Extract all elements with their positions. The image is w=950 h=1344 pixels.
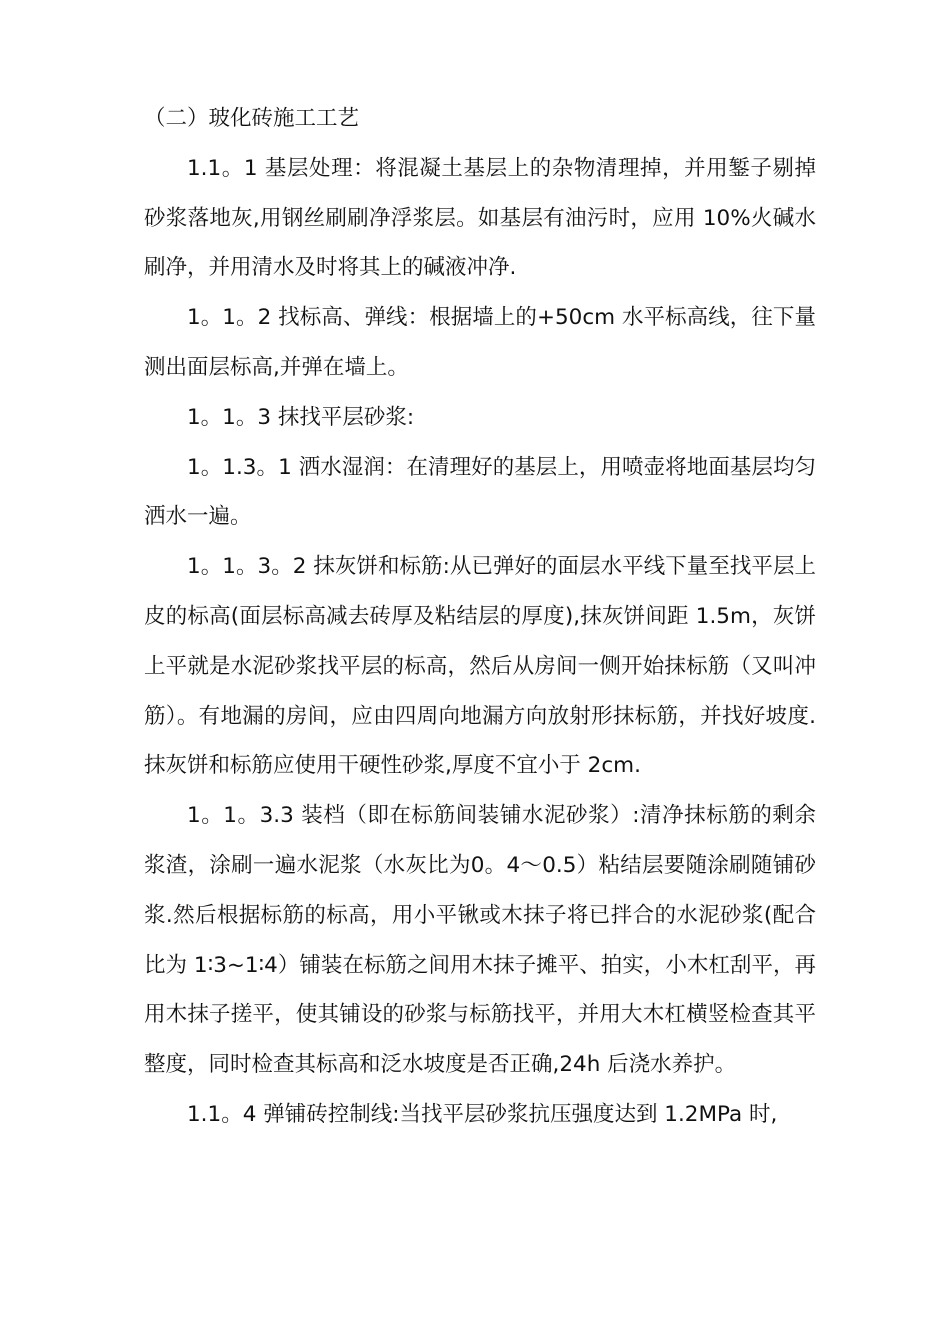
paragraph-base-treatment: 1.1。1 基层处理：将混凝土基层上的杂物清理掉，并用錾子剔掉砂浆落地灰,用钢丝刷刷净浮浆层。如基层有油污时，应用 10%火碱水刷净，并用清水及时将其上的碱液冲净. [144,155,816,281]
paragraph-screeds: 1。1。3。2 抹灰饼和标筋:从已弹好的面层水平线下量至找平层上皮的标高(面层标高减去砖厚及粘结层的厚度),抹灰饼间距 1.5m，灰饼上平就是水泥砂浆找平层的标高，然后从房间一侧开始抹标筋（又叫冲筋）。有地漏的房间，应由四周向地漏方向放射形抹标筋，并找好坡度.抹灰饼和标筋应使用干硬性砂浆,厚度不宜小于 2cm. [144,554,816,779]
paragraph-elevation-marking: 1。1。2 找标高、弹线：根据墙上的+50cm 水平标高线，往下量测出面层标高,并弹在墙上。 [144,305,816,380]
document-body [144,94,816,1140]
paragraph-leveling-mortar: 1。1。3 抹找平层砂浆: [187,404,415,430]
paragraph-wetting: 1。1.3。1 洒水湿润：在清理好的基层上，用喷壶将地面基层均匀洒水一遍。 [144,454,816,530]
paragraph-control-lines: 1.1。4 弹铺砖控制线:当找平层砂浆抗压强度达到 1.2MPa 时, [187,1101,778,1127]
paragraph-filling: 1。1。3.3 装档（即在标筋间装铺水泥砂浆）:清净抹标筋的剩余浆渣，涂刷一遍水泥浆（水灰比为0。4～0.5）粘结层要随涂刷随铺砂浆.然后根据标筋的标高，用小平锹或木抹子将已拌合的水泥砂浆(配合比为 1∶3~1∶4）铺装在标筋之间用木抹子摊平、拍实，小木杠刮平，再用木抹子搓平，使其铺设的砂浆与标筋找平，并用大木杠横竖检查其平整度，同时检查其标高和泛水坡度是否正确,24h 后浇水养护。 [144,803,816,1078]
section-heading: （二）玻化砖施工工艺 [144,106,360,131]
